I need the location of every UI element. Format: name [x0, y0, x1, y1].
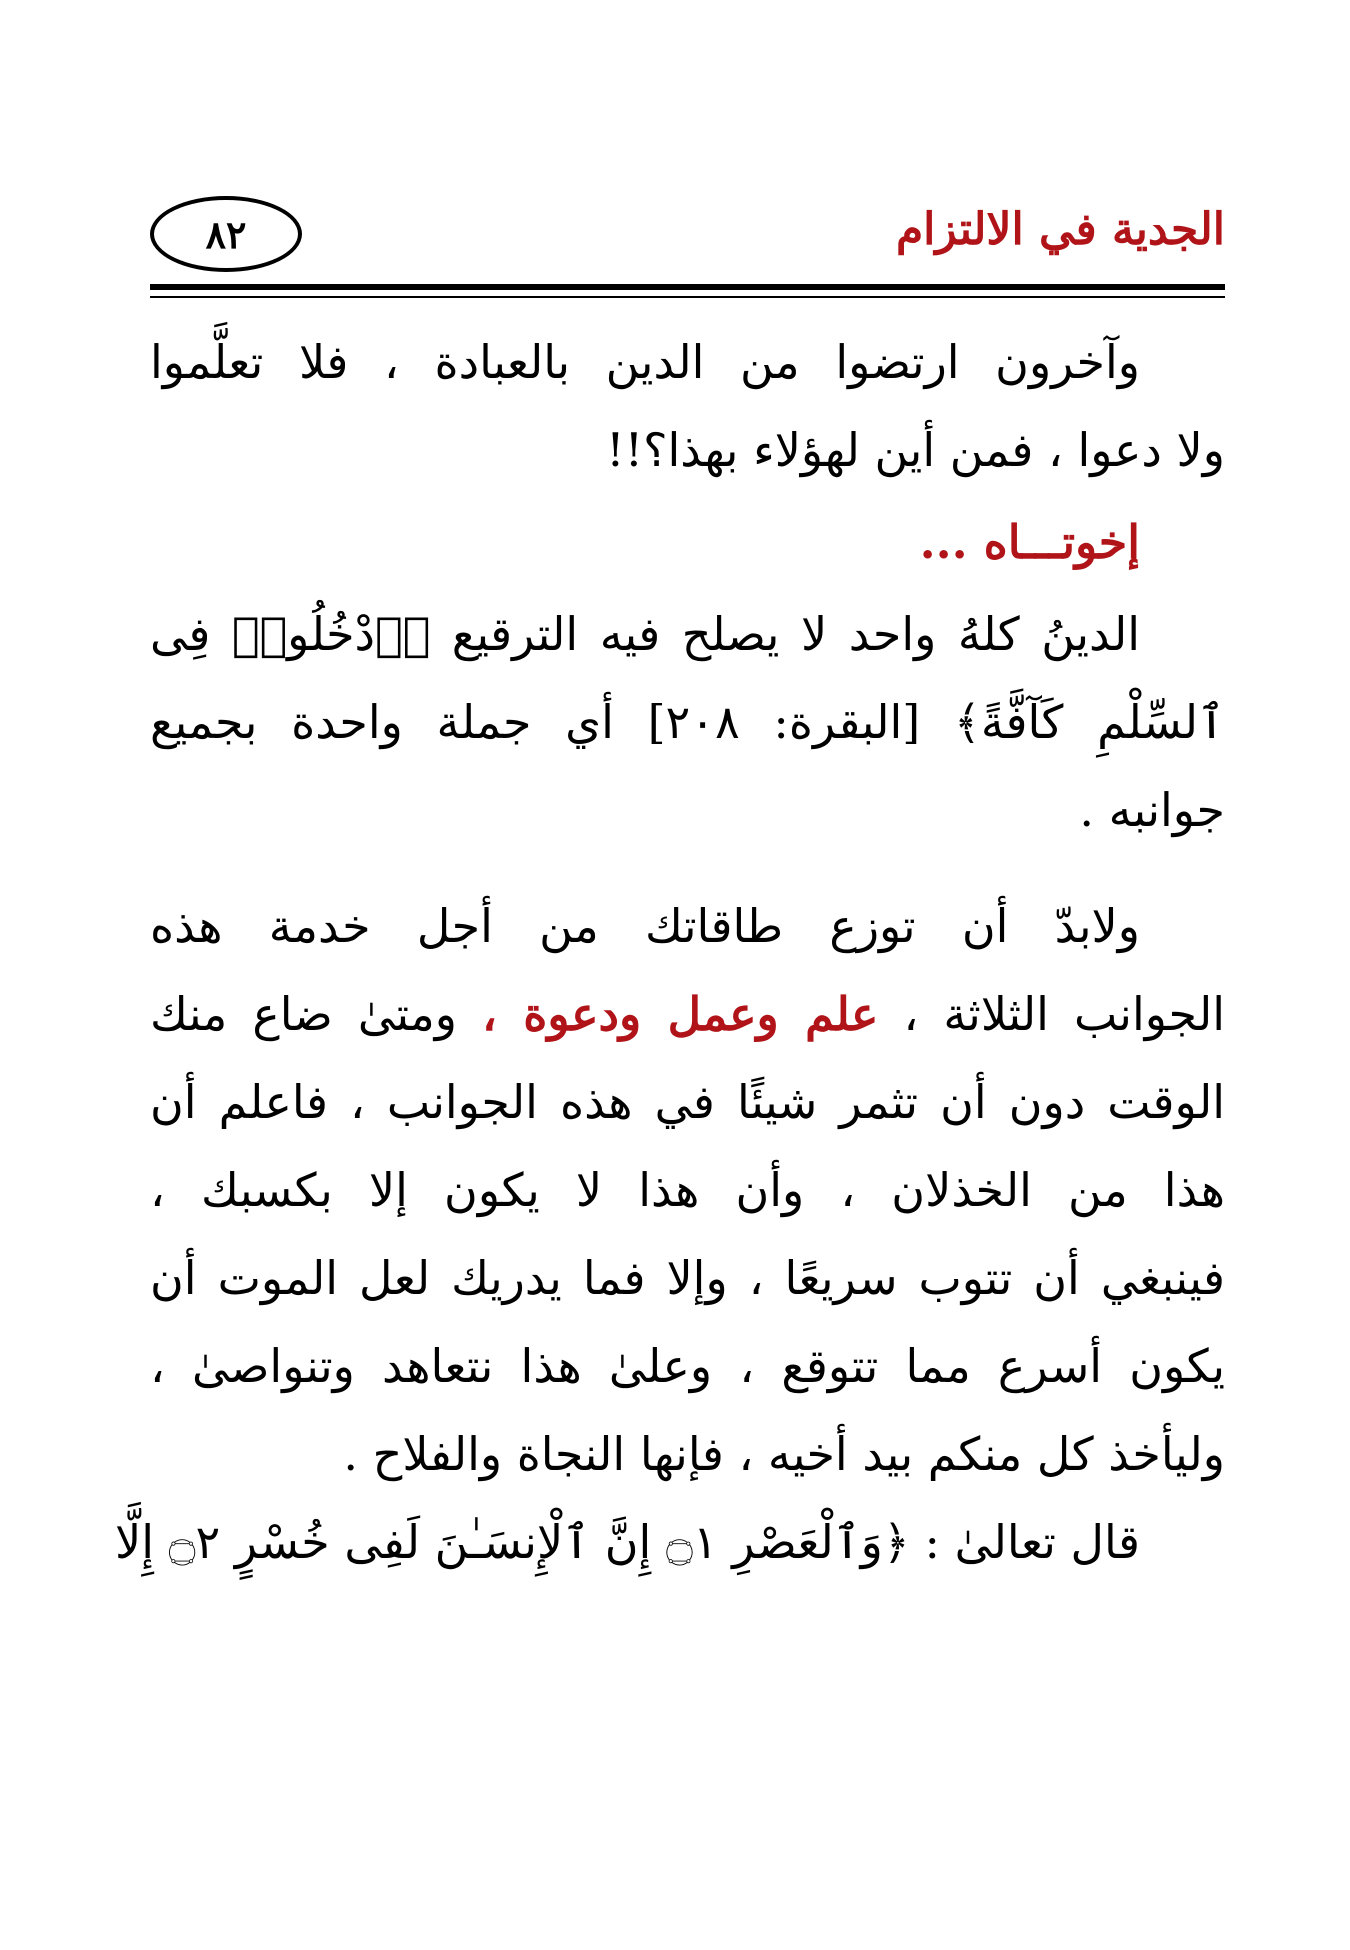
page-number: ٨٢ — [205, 211, 247, 257]
header-rule-thin — [150, 296, 1225, 298]
text-line: قال تعالىٰ : ﴿وَٱلْعَصْرِ ۝١ إِنَّ ٱلْإِنسَـٰنَ لَفِى خُسْرٍ ۝٢ إِلَّا — [114, 1515, 1140, 1569]
page-body — [114, 318, 1225, 1586]
text-line: وليأخذ كل منكم بيد أخيه ، فإنها النجاة والفلاح . — [343, 1427, 1225, 1481]
text-line — [150, 970, 1225, 1058]
text-line: جوانبه . — [1079, 783, 1225, 837]
text-line: وآخرون ارتضوا من الدين بالعبادة ، فلا تعلَّموا — [150, 335, 1140, 389]
paragraph-gap — [150, 854, 1225, 882]
text-fragment: ومتىٰ ضاع منك — [150, 987, 482, 1041]
text-line: هذا من الخذلان ، وأن هذا لا يكون إلا بكسبك ، — [150, 1163, 1225, 1217]
text-line: الوقت دون أن تثمر شيئًا في هذه الجوانب ، فاعلم أن — [150, 1075, 1225, 1129]
text-line: ولابدّ أن توزع طاقاتك من أجل خدمة هذه — [150, 899, 1140, 953]
text-fragment: الجوانب الثلاثة ، — [878, 987, 1225, 1041]
highlighted-phrase: علم وعمل ودعوة ، — [481, 987, 879, 1041]
header-rule-thick — [150, 284, 1225, 290]
page-header — [150, 180, 1225, 290]
text-line: الدينُ كلهُ واحد لا يصلح فيه الترقيع ﴿ٱدْخُلُوا۟ فِى — [150, 607, 1140, 661]
text-line: ولا دعوا ، فمن أين لهؤلاء بهذا؟!! — [606, 423, 1225, 477]
section-heading: إخوتـــاه ... — [919, 515, 1140, 569]
page-number-badge — [150, 196, 302, 272]
text-line: فينبغي أن تتوب سريعًا ، وإلا فما يدريك لعل الموت أن — [150, 1251, 1225, 1305]
text-line: ٱلسِّلْمِ كَآفَّةً﴾ [البقرة: ٢٠٨] أي جملة واحدة بجميع — [150, 695, 1225, 749]
running-title: الجدية في الالتزام — [895, 204, 1225, 255]
text-line: يكون أسرع مما تتوقع ، وعلىٰ هذا نتعاهد وتنواصىٰ ، — [150, 1339, 1225, 1393]
